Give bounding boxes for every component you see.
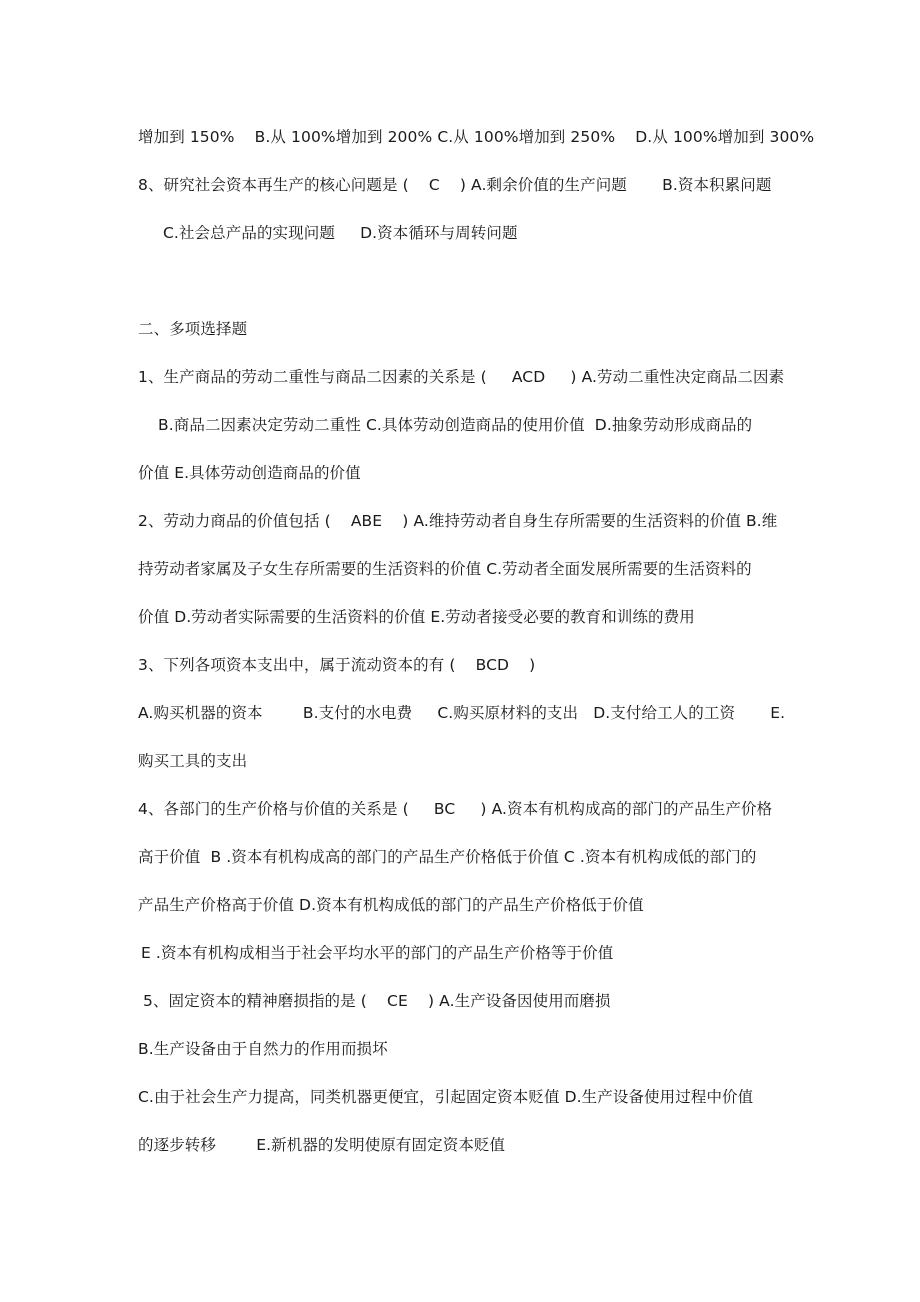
text-line: 的逐步转移 E.新机器的发明使原有固定资本贬值: [138, 1136, 506, 1154]
text-line: 持劳动者家属及子女生存所需要的生活资料的价值 C.劳动者全面发展所需要的生活资料的: [138, 560, 752, 578]
text-line: C.社会总产品的实现问题 D.资本循环与周转问题: [163, 224, 518, 242]
text-line: A.购买机器的资本 B.支付的水电费 C.购买原材料的支出 D.支付给工人的工资 E.: [138, 704, 786, 722]
text-line: 高于价值 B .资本有机构成高的部门的产品生产价格低于价值 C .资本有机构成低的部门的: [138, 848, 757, 866]
text-line: 价值 E.具体劳动创造商品的价值: [138, 464, 361, 482]
text-line: 产品生产价格高于价值 D.资本有机构成低的部门的产品生产价格低于价值: [138, 896, 644, 914]
text-line: 8、研究社会资本再生产的核心问题是 ( C ) A.剩余价值的生产问题 B.资本积累问题: [138, 176, 772, 194]
text-line: B.生产设备由于自然力的作用而损坏: [138, 1040, 388, 1058]
text-line: 1、生产商品的劳动二重性与商品二因素的关系是 ( ACD ) A.劳动二重性决定商品二因素: [138, 368, 785, 386]
text-line: 购买工具的支出: [138, 752, 248, 770]
text-line: 4、各部门的生产价格与价值的关系是 ( BC ) A.资本有机构成高的部门的产品生产价格: [138, 800, 773, 818]
text-line: E .资本有机构成相当于社会平均水平的部门的产品生产价格等于价值: [141, 944, 614, 962]
text-line: B.商品二因素决定劳动二重性 C.具体劳动创造商品的使用价值 D.抽象劳动形成商品的: [158, 416, 753, 434]
text-line: 5、固定资本的精神磨损指的是 ( CE ) A.生产设备因使用而磨损: [143, 992, 611, 1010]
text-line: 增加到 150% B.从 100%增加到 200% C.从 100%增加到 250% D.从 100%增加到 300%: [138, 128, 815, 146]
text-line: 价值 D.劳动者实际需要的生活资料的价值 E.劳动者接受必要的教育和训练的费用: [138, 608, 695, 626]
text-line: C.由于社会生产力提高，同类机器更便宜，引起固定资本贬值 D.生产设备使用过程中价值: [138, 1088, 754, 1106]
section-heading: 二、多项选择题: [138, 320, 248, 338]
text-line: 3、下列各项资本支出中，属于流动资本的有 ( BCD ): [138, 656, 536, 674]
text-line: 2、劳动力商品的价值包括 ( ABE ) A.维持劳动者自身生存所需要的生活资料的价值 B.维: [138, 512, 778, 530]
